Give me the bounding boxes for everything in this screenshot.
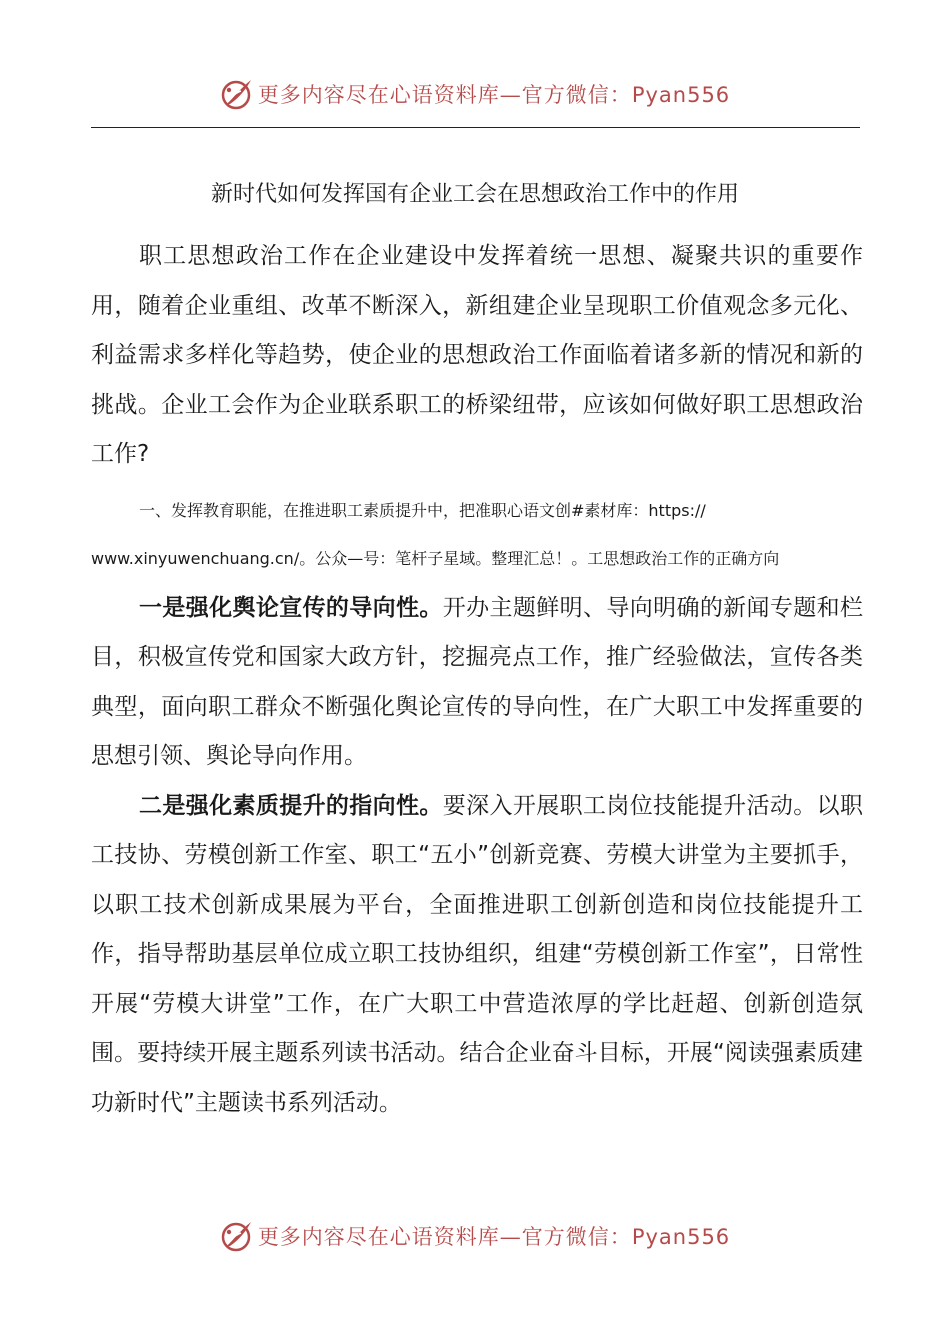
watermark-wechat-id: Pyan556 bbox=[631, 1225, 731, 1249]
document-title: 新时代如何发挥国有企业工会在思想政治工作中的作用 bbox=[210, 182, 739, 207]
point-one-lead: 一是强化舆论宣传的导向性。 bbox=[139, 594, 443, 621]
point-one-text: 开办主题鲜明、导向明确的新闻专题和栏目，积极宣传党和国家大政方针，挖掘亮点工作，推广经验做法，宣传各类典型，面向职工群众不断强化舆论宣传的导向性，在广大职工中发挥重要的思想引领、舆论导向作用。 bbox=[91, 594, 864, 769]
point-two-text: 要深入开展职工岗位技能提升活动。以职工技协、劳模创新工作室、职工“五小”创新竞赛、劳模大讲堂为主要抓手，以职工技术创新成果展为平台，全面推进职工创新创造和岗位技能提升工作，指导帮助基层单位成立职工技协组织，组建“劳模创新工作室”，日常性开展“劳模大讲堂”工作，在广大职工中营造浓厚的学比赶超、创新创造氛围。要持续开展主题系列读书活动。结合企业奋斗目标，开展“阅读强素质建功新时代”主题读书系列活动。 bbox=[91, 792, 864, 1116]
watermark-text: 更多内容尽在心语资料库—官方微信：Pyan556 bbox=[257, 1225, 731, 1249]
point-two-paragraph bbox=[91, 782, 863, 1129]
section-heading-line1: 一、发挥教育职能，在推进职工素质提升中，把准职心语文创#素材库：https:// bbox=[139, 500, 706, 520]
document-body bbox=[91, 232, 863, 1128]
watermark-wechat-id: Pyan556 bbox=[631, 83, 731, 107]
quill-logo-icon bbox=[220, 1219, 254, 1253]
watermark-text: 更多内容尽在心语资料库—官方微信：Pyan556 bbox=[257, 83, 731, 107]
section-heading-line2: www.xinyuwenchuang.cn/。公众—号：笔杆子星域。整理汇总！。工思想政治工作的正确方向 bbox=[91, 548, 780, 568]
point-two-lead: 二是强化素质提升的指向性。 bbox=[139, 792, 443, 819]
intro-paragraph: 职工思想政治工作在企业建设中发挥着统一思想、凝聚共识的重要作用，随着企业重组、改革不断深入，新组建企业呈现职工价值观念多元化、利益需求多样化等趋势，使企业的思想政治工作面临着诸多新的情况和新的挑战。企业工会作为企业联系职工的桥梁纽带，应该如何做好职工思想政治工作? bbox=[91, 243, 863, 467]
footer-watermark bbox=[0, 1214, 950, 1258]
header-watermark bbox=[0, 72, 950, 116]
quill-logo-icon bbox=[220, 77, 254, 111]
header-divider bbox=[91, 127, 860, 128]
point-one-paragraph bbox=[91, 584, 863, 782]
